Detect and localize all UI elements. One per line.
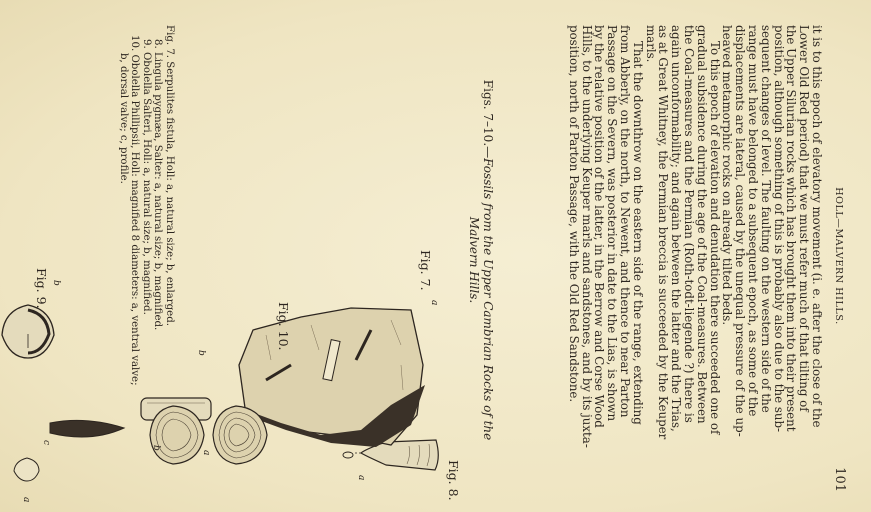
fig-10-letter-b: b — [151, 445, 161, 451]
body-line: sequent changes of level. The faulting on the western side of the — [758, 25, 773, 413]
body-line: position, although something of this is probably also due to the sub- — [771, 25, 786, 433]
fig-9-letter-a: a — [21, 497, 31, 503]
body-line: from Abberly, on the north, to Newent, and thence to near Parton — [618, 25, 633, 418]
caption-line-2: Malvern Hills. — [467, 216, 481, 304]
body-line: marls. — [643, 25, 658, 63]
figure-caption — [467, 25, 495, 495]
caption-line-1: Fossils from the Upper Cambrian Rocks of the — [481, 158, 495, 441]
fig-7-label: Fig. 7. — [418, 250, 433, 291]
fig-8-label: Fig. 8. — [446, 460, 461, 501]
fig-10-letter-a: a — [201, 450, 211, 456]
body-line: Lower Old Red period) that we must refer much of that tilting of — [797, 25, 812, 412]
body-line: To this epoch of elevation and denudation there succeeded one of — [707, 41, 722, 435]
page-number: 101 — [832, 467, 847, 492]
legend-line: 10. Obolella Phillipsii, Holl: magnified 8 diameters: a, ventral valve; — [129, 35, 141, 386]
body-line: gradual subsidence during the age of the Coal-measures. Between — [694, 25, 709, 424]
body-line: That the downthrow on the eastern side of the range, extending — [630, 41, 645, 425]
fig-10-letter-c: c — [41, 440, 51, 446]
body-line: position, north of Parton Passage, with the Old Red Sandstone. — [566, 25, 581, 403]
body-line: displacements are lateral, caused by the unequal pressure of the up- — [733, 25, 748, 437]
fig-9-letter-b: b — [51, 280, 61, 286]
body-text — [567, 25, 823, 485]
body-line: the Coal-measures and the Permian (Roth-todt-liegende ?) there is — [682, 25, 697, 423]
running-head: HOLL—MALVERN HILLS. — [833, 187, 844, 325]
fig-10-label: Fig. 10. — [276, 302, 291, 351]
body-line: range must have belonged to a subsequent epoch, as some of the — [746, 25, 761, 417]
figure-legend-block — [0, 0, 175, 512]
caption-prefix: Figs. 7–10.— — [481, 79, 495, 159]
fig-7-letter-a: a — [429, 300, 439, 306]
legend-line: Fig. 7. Serpulites fistula, Holl: a, natural size; b, enlarged. — [164, 25, 175, 326]
fig-10-ventral-valve — [211, 400, 271, 470]
body-line: by the relative position of the latter, in the Berrow and Corse Wood — [592, 25, 607, 428]
legend-line: b, dorsal valve; c, profile. — [118, 53, 129, 184]
body-line: it is to this epoch of elevatory movement (i. e. after the close of the — [810, 25, 824, 428]
figure-legend — [118, 25, 176, 495]
legend-line: 9. Obolella Salteri, Holl: a, natural size; b, magnified. — [141, 39, 152, 315]
body-line: again unconformability; and again between the latter and the Trias, — [669, 25, 684, 432]
body-line: the Upper Silurian rocks which has brought them into their present — [784, 25, 799, 432]
body-line: Passage on the Severn, was posterior in date to the Lias, is shown — [605, 25, 620, 422]
body-line: as at Great Whitney, the Permian breccia is succeeded by the Keuper — [656, 25, 671, 440]
body-line: Hills, to the underlying Keuper marls and sandstones, and by its juxta- — [579, 25, 594, 448]
fig-9-label: Fig. 9. — [34, 268, 49, 309]
fig-8-letter-a: a — [356, 475, 366, 481]
body-line: heaved metamorphic rocks on already tilted beds. — [720, 25, 735, 326]
legend-line: 8. Lingula pygmæa, Salter: a, natural size; b, magnified. — [152, 39, 164, 331]
fig-7-letter-b: b — [196, 350, 206, 356]
